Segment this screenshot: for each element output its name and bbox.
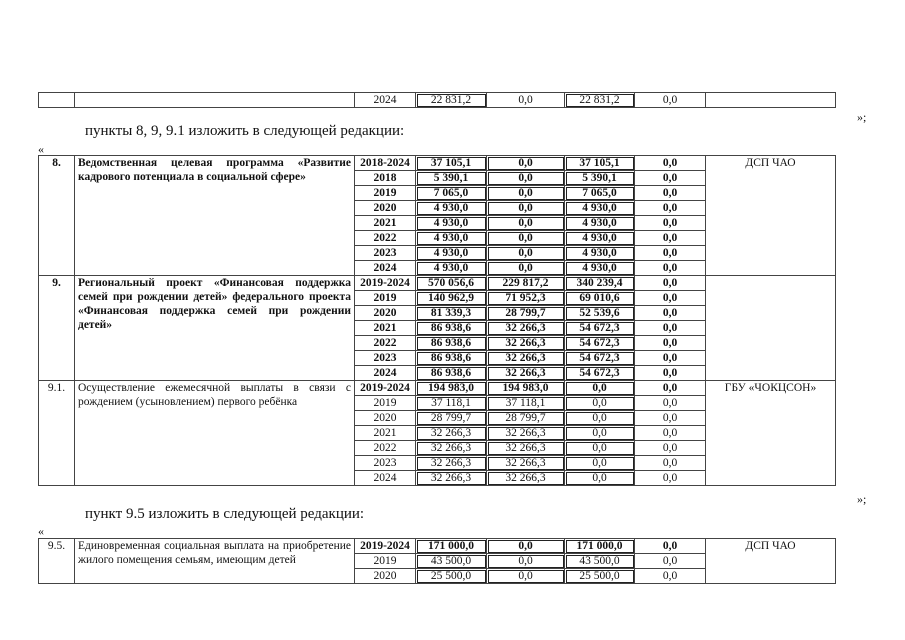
- instruction-text: пункт 9.5 изложить в следующей редакции:: [85, 506, 365, 522]
- year-cell: 2018-2024: [355, 156, 416, 171]
- item-number-cell: 8.: [39, 156, 75, 276]
- federal-cell: 28 799,7: [487, 411, 565, 426]
- regional-cell: 54 672,3: [565, 366, 635, 381]
- regional-cell: 54 672,3: [565, 351, 635, 366]
- executor-cell: ДСП ЧАО: [706, 156, 836, 276]
- regional-cell: 0,0: [565, 471, 635, 486]
- table-row: [39, 93, 836, 108]
- other-cell: 0,0: [635, 276, 706, 291]
- instruction-text: пункты 8, 9, 9.1 изложить в следующей редакции:: [85, 123, 405, 139]
- year-cell: 2019: [355, 291, 416, 306]
- top-fragment-table: [38, 92, 836, 108]
- year-cell: 2023: [355, 246, 416, 261]
- federal-cell: 32 266,3: [487, 471, 565, 486]
- federal-cell: 32 266,3: [487, 336, 565, 351]
- total-cell: 86 938,6: [416, 336, 487, 351]
- other-cell: 0,0: [635, 426, 706, 441]
- year-cell: 2022: [355, 231, 416, 246]
- regional-cell: 171 000,0: [565, 539, 635, 554]
- other-cell: 0,0: [635, 231, 706, 246]
- regional-cell: 52 539,6: [565, 306, 635, 321]
- federal-cell: 28 799,7: [487, 306, 565, 321]
- other-cell: 0,0: [635, 156, 706, 171]
- year-cell: 2023: [355, 351, 416, 366]
- budget-table: [38, 155, 836, 486]
- total-cell: 194 983,0: [416, 381, 487, 396]
- year-cell: 2024: [355, 261, 416, 276]
- federal-cell: 32 266,3: [487, 351, 565, 366]
- item-name-cell: Региональный проект «Финансовая поддержка семей при рождении детей» федерального проекта «Финансовая поддержка семей при рождении детей»: [75, 276, 355, 381]
- regional-cell: 4 930,0: [565, 246, 635, 261]
- regional-cell: 0,0: [565, 411, 635, 426]
- other-cell: 0,0: [635, 93, 706, 108]
- federal-cell: 32 266,3: [487, 366, 565, 381]
- other-cell: 0,0: [635, 171, 706, 186]
- total-cell: 4 930,0: [416, 261, 487, 276]
- year-cell: 2019-2024: [355, 539, 416, 554]
- total-cell: 140 962,9: [416, 291, 487, 306]
- other-cell: 0,0: [635, 351, 706, 366]
- year-cell: 2021: [355, 426, 416, 441]
- item-number-cell: 9.1.: [39, 381, 75, 486]
- federal-cell: 32 266,3: [487, 426, 565, 441]
- federal-cell: 0,0: [487, 216, 565, 231]
- year-cell: 2019: [355, 186, 416, 201]
- total-cell: 86 938,6: [416, 351, 487, 366]
- item-name-cell: Осуществление ежемесячной выплаты в связи с рождением (усыновлением) первого ребёнка: [75, 381, 355, 486]
- federal-cell: 0,0: [487, 201, 565, 216]
- federal-cell: 0,0: [487, 261, 565, 276]
- item-name-cell: Ведомственная целевая программа «Развитие кадрового потенциала в социальной сфере»: [75, 156, 355, 276]
- other-cell: 0,0: [635, 569, 706, 584]
- regional-cell: 0,0: [565, 396, 635, 411]
- total-cell: 4 930,0: [416, 231, 487, 246]
- item-name-cell: Единовременная социальная выплата на приобретение жилого помещения семьям, имеющим детей: [75, 539, 355, 584]
- federal-cell: 32 266,3: [487, 321, 565, 336]
- regional-cell: 4 930,0: [565, 261, 635, 276]
- other-cell: 0,0: [635, 366, 706, 381]
- regional-cell: 340 239,4: [565, 276, 635, 291]
- regional-cell: 54 672,3: [565, 321, 635, 336]
- year-cell: 2019: [355, 554, 416, 569]
- other-cell: 0,0: [635, 291, 706, 306]
- total-cell: 32 266,3: [416, 441, 487, 456]
- year-cell: 2019-2024: [355, 276, 416, 291]
- federal-cell: 0,0: [487, 171, 565, 186]
- open-quote: «: [38, 142, 44, 156]
- close-quote: »;: [857, 110, 867, 124]
- regional-cell: 4 930,0: [565, 216, 635, 231]
- year-cell: 2024: [355, 471, 416, 486]
- total-cell: 4 930,0: [416, 201, 487, 216]
- total-cell: 81 339,3: [416, 306, 487, 321]
- other-cell: 0,0: [635, 396, 706, 411]
- federal-cell: 32 266,3: [487, 456, 565, 471]
- table-row: [39, 539, 836, 554]
- regional-cell: 0,0: [565, 381, 635, 396]
- other-cell: 0,0: [635, 336, 706, 351]
- empty-cell: [39, 93, 75, 108]
- total-cell: 570 056,6: [416, 276, 487, 291]
- year-cell: 2021: [355, 216, 416, 231]
- empty-cell: [706, 93, 836, 108]
- regional-cell: 4 930,0: [565, 231, 635, 246]
- federal-cell: 0,0: [487, 554, 565, 569]
- federal-cell: 71 952,3: [487, 291, 565, 306]
- item-number-cell: 9.: [39, 276, 75, 381]
- year-cell: 2024: [355, 366, 416, 381]
- total-cell: 86 938,6: [416, 366, 487, 381]
- total-cell: 25 500,0: [416, 569, 487, 584]
- executor-cell: ДСП ЧАО: [706, 539, 836, 584]
- regional-cell: 0,0: [565, 456, 635, 471]
- year-cell: 2022: [355, 441, 416, 456]
- federal-cell: 0,0: [487, 569, 565, 584]
- other-cell: 0,0: [635, 471, 706, 486]
- total-cell: 32 266,3: [416, 471, 487, 486]
- close-quote: »;: [857, 492, 867, 506]
- federal-cell: 0,0: [487, 186, 565, 201]
- total-cell: 7 065,0: [416, 186, 487, 201]
- other-cell: 0,0: [635, 381, 706, 396]
- total-cell: 4 930,0: [416, 216, 487, 231]
- year-cell: 2019: [355, 396, 416, 411]
- other-cell: 0,0: [635, 321, 706, 336]
- total-cell: 37 105,1: [416, 156, 487, 171]
- federal-cell: 0,0: [487, 231, 565, 246]
- year-cell: 2023: [355, 456, 416, 471]
- regional-cell: 54 672,3: [565, 336, 635, 351]
- other-cell: 0,0: [635, 456, 706, 471]
- regional-cell: 69 010,6: [565, 291, 635, 306]
- other-cell: 0,0: [635, 306, 706, 321]
- other-cell: 0,0: [635, 186, 706, 201]
- regional-cell: 7 065,0: [565, 186, 635, 201]
- year-cell: 2024: [355, 93, 416, 108]
- year-cell: 2020: [355, 306, 416, 321]
- total-cell: 43 500,0: [416, 554, 487, 569]
- other-cell: 0,0: [635, 246, 706, 261]
- total-cell: 22 831,2: [416, 93, 487, 108]
- other-cell: 0,0: [635, 411, 706, 426]
- federal-cell: 0,0: [487, 539, 565, 554]
- regional-cell: 25 500,0: [565, 569, 635, 584]
- federal-cell: 0,0: [487, 246, 565, 261]
- regional-cell: 37 105,1: [565, 156, 635, 171]
- federal-cell: 32 266,3: [487, 441, 565, 456]
- budget-table-95: [38, 538, 836, 584]
- year-cell: 2020: [355, 201, 416, 216]
- federal-cell: 0,0: [487, 93, 565, 108]
- regional-cell: 0,0: [565, 441, 635, 456]
- total-cell: 171 000,0: [416, 539, 487, 554]
- federal-cell: 194 983,0: [487, 381, 565, 396]
- total-cell: 5 390,1: [416, 171, 487, 186]
- year-cell: 2018: [355, 171, 416, 186]
- table-row: [39, 156, 836, 171]
- year-cell: 2020: [355, 411, 416, 426]
- table-row: [39, 276, 836, 291]
- other-cell: 0,0: [635, 554, 706, 569]
- total-cell: 4 930,0: [416, 246, 487, 261]
- other-cell: 0,0: [635, 261, 706, 276]
- executor-cell: ГБУ «ЧОКЦСОН»: [706, 381, 836, 486]
- federal-cell: 37 118,1: [487, 396, 565, 411]
- total-cell: 37 118,1: [416, 396, 487, 411]
- year-cell: 2021: [355, 321, 416, 336]
- total-cell: 86 938,6: [416, 321, 487, 336]
- other-cell: 0,0: [635, 201, 706, 216]
- regional-cell: 4 930,0: [565, 201, 635, 216]
- total-cell: 32 266,3: [416, 456, 487, 471]
- table-row: [39, 381, 836, 396]
- other-cell: 0,0: [635, 539, 706, 554]
- other-cell: 0,0: [635, 441, 706, 456]
- federal-cell: 229 817,2: [487, 276, 565, 291]
- executor-cell: [706, 276, 836, 381]
- year-cell: 2020: [355, 569, 416, 584]
- year-cell: 2022: [355, 336, 416, 351]
- item-number-cell: 9.5.: [39, 539, 75, 584]
- year-cell: 2019-2024: [355, 381, 416, 396]
- total-cell: 28 799,7: [416, 411, 487, 426]
- empty-cell: [75, 93, 355, 108]
- other-cell: 0,0: [635, 216, 706, 231]
- regional-cell: 0,0: [565, 426, 635, 441]
- total-cell: 32 266,3: [416, 426, 487, 441]
- open-quote: «: [38, 524, 44, 538]
- regional-cell: 22 831,2: [565, 93, 635, 108]
- federal-cell: 0,0: [487, 156, 565, 171]
- regional-cell: 43 500,0: [565, 554, 635, 569]
- regional-cell: 5 390,1: [565, 171, 635, 186]
